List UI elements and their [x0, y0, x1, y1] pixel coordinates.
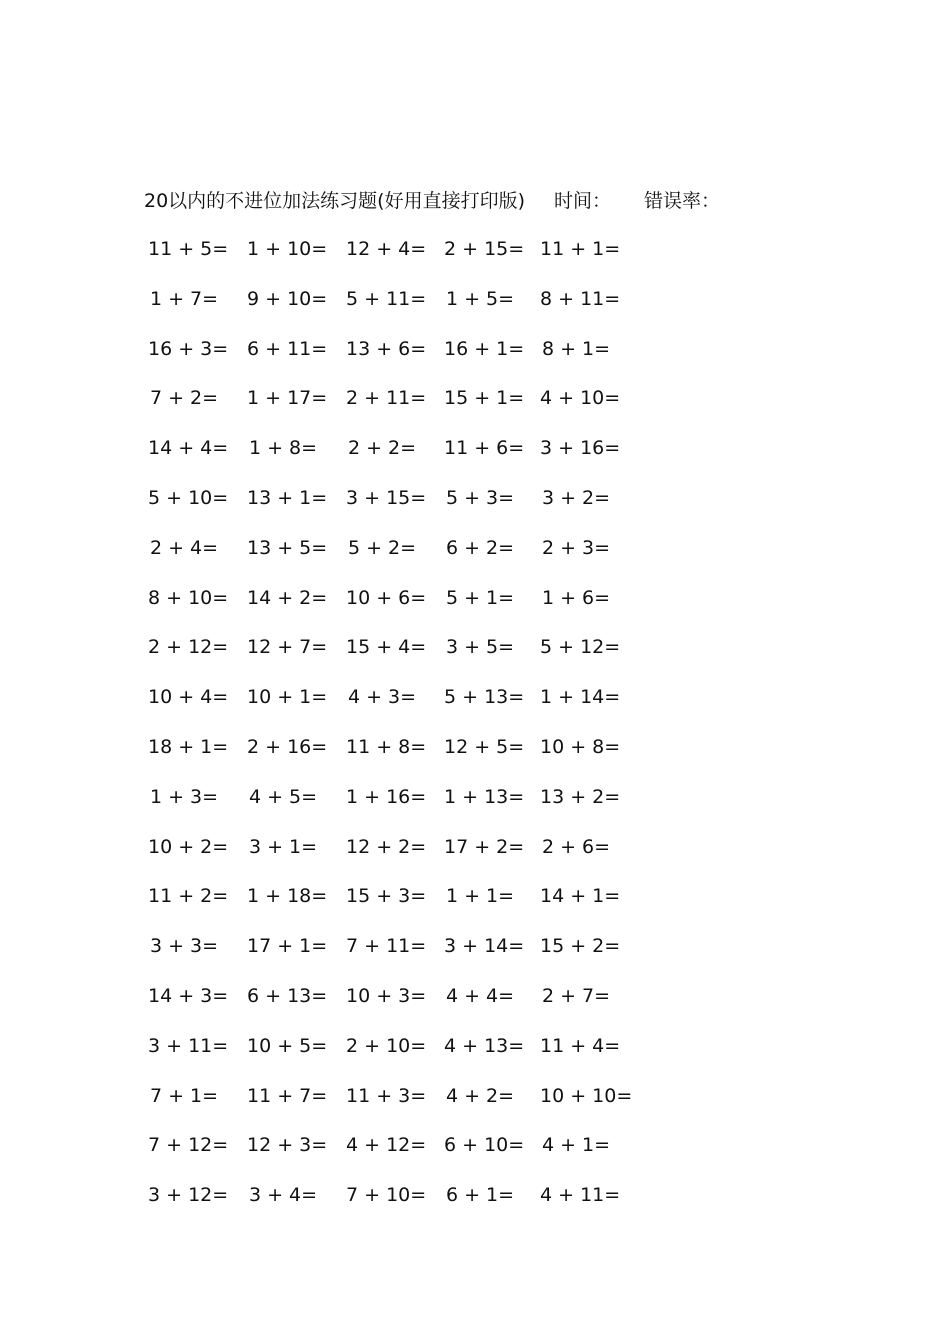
addition-problem: 5 + 3=	[445, 487, 515, 509]
addition-problem: 8 + 1=	[541, 337, 611, 360]
addition-problem: 3 + 4=	[248, 1184, 318, 1207]
addition-problem: 7 + 1=	[149, 1084, 219, 1107]
problem-row	[0, 483, 950, 513]
addition-problem: 11 + 6=	[444, 437, 525, 460]
addition-problem: 15 + 2=	[540, 935, 621, 958]
addition-problem: 13 + 1=	[247, 487, 328, 509]
addition-problem: 2 + 11=	[346, 387, 427, 410]
problem-row	[0, 533, 950, 563]
addition-problem: 14 + 1=	[540, 885, 621, 908]
addition-problem: 2 + 4=	[149, 536, 219, 559]
addition-problem: 4 + 4=	[445, 985, 515, 1007]
addition-problem: 4 + 10=	[540, 387, 621, 410]
addition-problem: 3 + 15=	[346, 487, 427, 509]
time-label: 时间：	[554, 190, 612, 212]
addition-problem: 5 + 12=	[540, 636, 621, 659]
addition-problem: 10 + 2=	[148, 835, 229, 858]
addition-problem: 1 + 14=	[540, 686, 621, 709]
problem-row	[0, 732, 950, 762]
addition-problem: 7 + 11=	[346, 935, 427, 958]
addition-problem: 15 + 3=	[346, 885, 427, 908]
addition-problem: 1 + 3=	[149, 785, 219, 808]
addition-problem: 5 + 10=	[148, 487, 229, 509]
addition-problem: 5 + 1=	[445, 586, 515, 609]
addition-problem: 11 + 8=	[346, 736, 427, 758]
problem-row	[0, 632, 950, 662]
addition-problem: 16 + 3=	[148, 337, 229, 360]
problem-row	[0, 234, 950, 264]
addition-problem: 2 + 12=	[148, 636, 229, 659]
addition-problem: 4 + 11=	[540, 1184, 621, 1207]
addition-problem: 11 + 7=	[247, 1084, 328, 1107]
addition-problem: 5 + 11=	[346, 287, 427, 310]
addition-problem: 3 + 14=	[444, 935, 525, 958]
addition-problem: 6 + 13=	[247, 985, 328, 1007]
addition-problem: 10 + 6=	[346, 586, 427, 609]
addition-problem: 13 + 2=	[540, 785, 621, 808]
addition-problem: 12 + 2=	[346, 835, 427, 858]
addition-problem: 17 + 1=	[247, 935, 328, 958]
addition-problem: 16 + 1=	[444, 337, 525, 360]
addition-problem: 10 + 8=	[540, 736, 621, 758]
addition-problem: 11 + 3=	[346, 1084, 427, 1107]
problem-row	[0, 334, 950, 364]
problem-row	[0, 1031, 950, 1061]
addition-problem: 11 + 1=	[540, 238, 621, 260]
addition-problem: 8 + 11=	[540, 287, 621, 310]
addition-problem: 2 + 6=	[541, 835, 611, 858]
addition-problem: 4 + 2=	[445, 1084, 515, 1107]
addition-problem: 7 + 2=	[149, 387, 219, 410]
addition-problem: 11 + 5=	[148, 238, 229, 260]
problem-row	[0, 832, 950, 862]
addition-problem: 4 + 1=	[541, 1134, 611, 1157]
addition-problem: 6 + 10=	[444, 1134, 525, 1157]
error-rate-label: 错误率：	[644, 190, 721, 212]
addition-problem: 14 + 2=	[247, 586, 328, 609]
addition-problem: 10 + 1=	[247, 686, 328, 709]
problem-row	[0, 682, 950, 712]
addition-problem: 14 + 4=	[148, 437, 229, 460]
addition-problem: 2 + 3=	[541, 536, 611, 559]
addition-problem: 1 + 6=	[541, 586, 611, 609]
addition-problem: 12 + 7=	[247, 636, 328, 659]
addition-problem: 7 + 10=	[346, 1184, 427, 1207]
addition-problem: 6 + 2=	[445, 536, 515, 559]
addition-problem: 1 + 8=	[248, 437, 318, 460]
problem-row	[0, 1130, 950, 1160]
addition-problem: 1 + 1=	[445, 885, 515, 908]
addition-problem: 4 + 13=	[444, 1034, 525, 1057]
addition-problem: 13 + 5=	[247, 536, 328, 559]
addition-problem: 3 + 5=	[445, 636, 515, 659]
addition-problem: 15 + 1=	[444, 387, 525, 410]
addition-problem: 3 + 3=	[149, 935, 219, 958]
addition-problem: 8 + 10=	[148, 586, 229, 609]
addition-problem: 1 + 13=	[444, 785, 525, 808]
addition-problem: 5 + 13=	[444, 686, 525, 709]
problem-row	[0, 1081, 950, 1111]
addition-problem: 3 + 2=	[541, 487, 611, 509]
addition-problem: 6 + 1=	[445, 1184, 515, 1207]
addition-problem: 2 + 2=	[347, 437, 417, 460]
problem-row	[0, 981, 950, 1011]
addition-problem: 5 + 2=	[347, 536, 417, 559]
addition-problem: 12 + 4=	[346, 238, 427, 260]
addition-problem: 15 + 4=	[346, 636, 427, 659]
addition-problem: 11 + 4=	[540, 1034, 621, 1057]
addition-problem: 11 + 2=	[148, 885, 229, 908]
addition-problem: 17 + 2=	[444, 835, 525, 858]
addition-problem: 10 + 10=	[540, 1084, 633, 1107]
addition-problem: 2 + 7=	[541, 985, 611, 1007]
addition-problem: 1 + 5=	[445, 287, 515, 310]
addition-problem: 1 + 7=	[149, 287, 219, 310]
addition-problem: 7 + 12=	[148, 1134, 229, 1157]
problem-row	[0, 284, 950, 314]
addition-problem: 4 + 12=	[346, 1134, 427, 1157]
problem-row	[0, 433, 950, 463]
addition-problem: 10 + 4=	[148, 686, 229, 709]
addition-problem: 12 + 5=	[444, 736, 525, 758]
addition-problem: 6 + 11=	[247, 337, 328, 360]
addition-problem: 1 + 17=	[247, 387, 328, 410]
problem-row	[0, 383, 950, 413]
addition-problem: 3 + 11=	[148, 1034, 229, 1057]
problem-row	[0, 782, 950, 812]
addition-problem: 18 + 1=	[148, 736, 229, 758]
addition-problem: 4 + 5=	[248, 785, 318, 808]
worksheet-title: 20以内的不进位加法练习题(好用直接打印版)	[144, 190, 526, 212]
addition-problem: 9 + 10=	[247, 287, 328, 310]
addition-problem: 13 + 6=	[346, 337, 427, 360]
addition-problem: 10 + 5=	[247, 1034, 328, 1057]
addition-problem: 2 + 10=	[346, 1034, 427, 1057]
problem-row	[0, 583, 950, 613]
problem-row	[0, 1180, 950, 1210]
addition-problem: 3 + 12=	[148, 1184, 229, 1207]
addition-problem: 3 + 1=	[248, 835, 318, 858]
addition-problem: 3 + 16=	[540, 437, 621, 460]
problem-row	[0, 931, 950, 961]
addition-problem: 1 + 10=	[247, 238, 328, 260]
addition-problem: 12 + 3=	[247, 1134, 328, 1157]
addition-problem: 2 + 15=	[444, 238, 525, 260]
problem-row	[0, 881, 950, 911]
addition-problem: 1 + 16=	[346, 785, 427, 808]
addition-problem: 10 + 3=	[346, 985, 427, 1007]
addition-problem: 14 + 3=	[148, 985, 229, 1007]
addition-problem: 4 + 3=	[347, 686, 417, 709]
addition-problem: 2 + 16=	[247, 736, 328, 758]
addition-problem: 1 + 18=	[247, 885, 328, 908]
